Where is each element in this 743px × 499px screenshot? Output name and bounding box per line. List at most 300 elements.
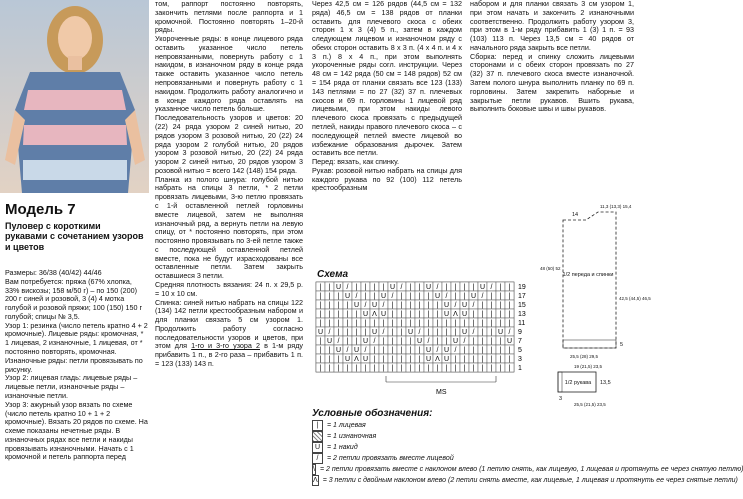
pattern-diagrams bbox=[538, 200, 651, 415]
chart-symbol: U bbox=[443, 356, 450, 363]
chart-symbol: U bbox=[452, 338, 459, 345]
chart-symbol: | bbox=[445, 284, 448, 291]
chart-symbol: U bbox=[317, 329, 324, 336]
chart-symbol: | bbox=[454, 284, 457, 291]
col4-p2: Сборка: перед и спинку сложить лицевыми сторонами и с обеих сторон провязать по 27 (32) 37 п. плечевого скоса вместе изнаночной. Затем полого шнура выполнить планку по 69 п. горловины. Затем закрепить наборные и закрытые петли рукавов. Вшить рукава, выполнить боковые швы и швы рукавов. bbox=[470, 51, 634, 114]
chart-row-number: 5 bbox=[518, 347, 522, 354]
chart-symbol: U bbox=[362, 311, 369, 318]
chart-symbol: | bbox=[346, 338, 349, 345]
col3-p2: Перед: вязать, как спинку. bbox=[312, 157, 399, 167]
legend-symbol: / bbox=[312, 453, 323, 464]
chart-symbol: | bbox=[418, 302, 421, 309]
chart-symbol: | bbox=[490, 356, 493, 363]
chart-symbol: | bbox=[499, 311, 502, 318]
chart-symbol: | bbox=[346, 320, 349, 327]
chart-symbol: | bbox=[463, 365, 466, 372]
chart-symbol: | bbox=[427, 302, 430, 309]
chart-symbol: U bbox=[362, 356, 369, 363]
chart-symbol: | bbox=[463, 293, 466, 300]
col4-p1: набором и для планки связать 3 см узором 1, при этом начать и закончить 2 изнаночными соответственно. Продолжить работу узором 3, при этом в 1-м ряду прибавить 1 (3) 1 п. = 93 (103) 113 п. Через 13,5 см = 40 рядов от начального ряда закрыть все петли. bbox=[470, 0, 634, 52]
chart-row-number: 9 bbox=[518, 329, 522, 336]
dim-135: 13,5 bbox=[600, 380, 611, 386]
chart-symbol: | bbox=[454, 293, 457, 300]
chart-symbol: U bbox=[416, 338, 423, 345]
chart-symbol: | bbox=[319, 311, 322, 318]
legend-text: = 1 изнаночная bbox=[327, 432, 377, 440]
chart-symbol: | bbox=[445, 329, 448, 336]
chart-symbol: | bbox=[481, 365, 484, 372]
chart-symbol: | bbox=[508, 302, 511, 309]
chart-row-number: 11 bbox=[518, 320, 526, 327]
model-photo-illustration bbox=[0, 0, 149, 193]
chart-symbol: | bbox=[400, 338, 403, 345]
chart-symbol: | bbox=[454, 356, 457, 363]
chart-symbol: Λ bbox=[435, 356, 440, 363]
chart-symbol: / bbox=[445, 293, 448, 300]
materials-text: Вам потребуется: пряжа (67% хлопка, 33% вискозы; 158 м/50 г) – по 150 (200) 200 г синей и розовой, 3 (4) 4 мотка голубой и розовой пряжи; 100 (150) 150 г голубой; спицы № 3,5. bbox=[5, 276, 143, 321]
dim-113: 11,3 (13,3) 15,4 bbox=[600, 204, 632, 209]
chart-symbol: | bbox=[355, 311, 358, 318]
chart-symbol: / bbox=[490, 284, 493, 291]
chart-symbol: | bbox=[454, 365, 457, 372]
chart-symbol: | bbox=[499, 320, 502, 327]
chart-symbol: | bbox=[418, 293, 421, 300]
chart-symbol: / bbox=[454, 347, 457, 354]
chart-symbol: | bbox=[328, 320, 331, 327]
chart-symbol: U bbox=[353, 302, 360, 309]
dim-48: 48 (50) 52 bbox=[540, 266, 561, 271]
chart-symbol: | bbox=[382, 347, 385, 354]
chart-row-numbers bbox=[518, 284, 526, 372]
chart-symbol: U bbox=[371, 329, 378, 336]
chart-symbol: | bbox=[481, 347, 484, 354]
chart-symbol: | bbox=[400, 311, 403, 318]
legend-text: = 1 лицевая bbox=[327, 421, 366, 429]
chart-symbol: | bbox=[409, 284, 412, 291]
chart-symbol: / bbox=[427, 338, 430, 345]
chart-symbol: | bbox=[427, 365, 430, 372]
chart-symbol: | bbox=[490, 320, 493, 327]
col3-p1: Через 42,5 см = 126 рядов (44,5 см = 132 ряда) 46,5 см = 138 рядов от планки оставить для плечевого скоса с обеих сторон 1 x 3 (4) 5 п., затем в каждом следующем лицевом и изнаночном ряду с обеих сторон оставить 8 x 3 п. (4 x 4 п. и 4 x 3 п.) 8 x 4 п., при этом выполнять укороченные ряды согл. инструкции. Через 48 см = 142 ряда (50 см = 148 рядов) 52 см = 154 ряда от планки связать все 123 (133) 143 петлями = по 27 (32) 37 п. плечевых скосов и 69 п. горловины 1 лицевой ряд лицевыми, при этом накиды левого плечевого скоса провязать с предыдущей петлей, накиды правого плечевого скоса – с последующей петлей вместе лицевой во избежание образования дырочек. Затем оставить все петли. bbox=[312, 0, 462, 158]
chart-symbol: | bbox=[328, 347, 331, 354]
chart-symbol: | bbox=[400, 347, 403, 354]
chart-symbol: | bbox=[472, 347, 475, 354]
chart-symbol: U bbox=[371, 302, 378, 309]
chart-symbol: | bbox=[382, 356, 385, 363]
chart-symbol: / bbox=[346, 284, 349, 291]
chart-symbol: / bbox=[400, 284, 403, 291]
chart-symbol: | bbox=[355, 365, 358, 372]
legend-item bbox=[312, 431, 634, 442]
dim-25b: 25,5 (21,5) 23,5 bbox=[574, 402, 606, 407]
column-2 bbox=[155, 0, 303, 369]
legend-symbol bbox=[312, 431, 323, 442]
chart-symbol: | bbox=[499, 284, 502, 291]
chart-symbol: U bbox=[425, 347, 432, 354]
chart-symbol: | bbox=[400, 365, 403, 372]
chart-symbol: | bbox=[382, 320, 385, 327]
chart-symbol: | bbox=[328, 356, 331, 363]
chart-symbol: | bbox=[481, 311, 484, 318]
col2-p6 bbox=[155, 299, 303, 369]
chart-symbol: U bbox=[380, 311, 387, 318]
legend-item bbox=[312, 464, 743, 475]
chart-symbol: | bbox=[427, 329, 430, 336]
chart-symbol: / bbox=[337, 338, 340, 345]
chart-symbol: | bbox=[364, 365, 367, 372]
col2-p2: Укороченные ряды: в конце лицевого ряда оставить указанное число петель непровязанными, повернуть работу с 1 накидом, в изнаночном ряду в конце ряда также оставить указанное число петель непровязанными и повернуть работу с 1 накидом. Продолжить работу аналогично и в конце каждого ряда оставлять на указанное число петель больше. bbox=[155, 34, 303, 114]
chart-symbol: | bbox=[373, 356, 376, 363]
chart-symbol: | bbox=[445, 320, 448, 327]
chart-symbol: | bbox=[409, 365, 412, 372]
chart-symbol: | bbox=[463, 356, 466, 363]
legend-title: Условные обозначения: bbox=[312, 408, 433, 419]
col2-p3: Последовательность узоров и цветов: 20 (22) 24 ряда узором 2 синей нитью, 20 рядов узором 3 розовой нитью, 20 (22) 24 ряда узором 2 голубой нитью, 20 рядов узором 3 розовой нитью, 20 (22) 24 ряда узором 2 синей нитью, 20 рядов узором 3 розовой нитью = всего 142 (148) 154 ряда. bbox=[155, 113, 303, 175]
col2-p1: том, раппорт постоянно повторять, закончить петлями после раппорта и 1 кромочной. Постоянно повторять 1–20-й ряды. bbox=[155, 0, 303, 35]
chart-symbol: | bbox=[337, 356, 340, 363]
col2-p6-c: – прибавить 1 п. = 123 (133) 143 п. bbox=[155, 350, 303, 369]
chart-symbol: | bbox=[319, 284, 322, 291]
chart-symbol: / bbox=[373, 338, 376, 345]
chart-symbol: | bbox=[463, 347, 466, 354]
chart-symbol: | bbox=[454, 320, 457, 327]
ms-label: MS bbox=[436, 389, 447, 396]
chart-symbol: U bbox=[326, 338, 333, 345]
legend-text: = 1 накид bbox=[327, 443, 358, 451]
chart-symbol: U bbox=[506, 338, 513, 345]
dim-14: 14 bbox=[572, 212, 579, 218]
chart-symbol: U bbox=[335, 347, 342, 354]
chart-symbol: | bbox=[337, 365, 340, 372]
chart-symbol: | bbox=[472, 311, 475, 318]
chart-symbol: | bbox=[319, 320, 322, 327]
chart-symbol: | bbox=[472, 320, 475, 327]
chart-symbol: / bbox=[463, 338, 466, 345]
chart-symbol: Λ bbox=[354, 356, 359, 363]
chart-symbol: | bbox=[355, 284, 358, 291]
chart-symbol: | bbox=[418, 356, 421, 363]
chart-symbol: | bbox=[319, 365, 322, 372]
chart-symbol: / bbox=[508, 329, 511, 336]
chart-symbol: Λ bbox=[372, 311, 377, 318]
front-band bbox=[563, 340, 616, 348]
chart-symbol: / bbox=[328, 329, 331, 336]
chart-symbol: | bbox=[490, 365, 493, 372]
sleeve-band bbox=[558, 372, 562, 392]
chart-symbol: U bbox=[443, 311, 450, 318]
legend-text: = 3 петли с двойным наклоном влево (2 петли снять вместе, как лицевые, 1 лицевая и протянуть ее через снятые петли) bbox=[322, 476, 738, 484]
chart-symbol: | bbox=[481, 320, 484, 327]
chart-symbol: | bbox=[337, 311, 340, 318]
chart-symbol: | bbox=[418, 365, 421, 372]
chart-symbol: | bbox=[382, 365, 385, 372]
chart-symbol: | bbox=[364, 320, 367, 327]
chart-row-number: 13 bbox=[518, 311, 526, 318]
chart-symbol: U bbox=[353, 347, 360, 354]
chart-symbol: / bbox=[391, 293, 394, 300]
col2-p5: Средняя плотность вязания: 24 п. x 29,5 р. = 10 x 10 см. bbox=[155, 280, 303, 298]
legend-symbol: Λ bbox=[313, 477, 318, 484]
sleeve-label: 1/2 рукава bbox=[564, 380, 592, 386]
col2-p6-b: в 1-м ряду прибавить 1 п., в 2-го раза bbox=[155, 341, 303, 360]
dim-5: 5 bbox=[620, 342, 624, 348]
chart-symbol: | bbox=[409, 311, 412, 318]
chart-symbol: | bbox=[508, 320, 511, 327]
chart-symbol: | bbox=[328, 311, 331, 318]
col3-p3: Рукав: розовой нитью набрать на спицы для каждого рукава по 92 (100) 112 петель крестообразным bbox=[312, 165, 462, 193]
column-3 bbox=[312, 0, 462, 193]
chart-symbol: | bbox=[319, 356, 322, 363]
chart-symbol: | bbox=[472, 365, 475, 372]
legend-symbol: | bbox=[312, 420, 323, 431]
chart-symbol: | bbox=[409, 302, 412, 309]
chart-symbol: | bbox=[346, 311, 349, 318]
chart-symbol: | bbox=[400, 356, 403, 363]
chart-symbol: | bbox=[328, 302, 331, 309]
left-column bbox=[5, 269, 148, 462]
chart-symbol: | bbox=[400, 293, 403, 300]
chart-symbol: | bbox=[463, 284, 466, 291]
chart-symbol: U bbox=[407, 329, 414, 336]
chart-symbol: | bbox=[427, 293, 430, 300]
chart-row-number: 3 bbox=[518, 356, 522, 363]
legend bbox=[312, 420, 743, 486]
chart-symbol: U bbox=[335, 284, 342, 291]
chart-symbol: U bbox=[461, 302, 468, 309]
chart-symbol: | bbox=[436, 320, 439, 327]
chart-symbol: U bbox=[497, 329, 504, 336]
chart-symbol: | bbox=[508, 347, 511, 354]
chart-symbol: / bbox=[454, 302, 457, 309]
legend-item bbox=[312, 442, 634, 453]
chart-symbol: | bbox=[508, 284, 511, 291]
chart-symbol: / bbox=[382, 302, 385, 309]
legend-symbol: U bbox=[312, 442, 323, 453]
chart-symbol: | bbox=[346, 365, 349, 372]
chart-symbol: | bbox=[436, 329, 439, 336]
chart-symbol: | bbox=[508, 311, 511, 318]
chart-symbol: U bbox=[425, 284, 432, 291]
chart-symbol: U bbox=[443, 302, 450, 309]
chart-symbol: | bbox=[391, 302, 394, 309]
chart-symbol: | bbox=[490, 347, 493, 354]
chart-symbol: | bbox=[391, 356, 394, 363]
chart-symbol: | bbox=[508, 365, 511, 372]
chart-symbol: | bbox=[418, 284, 421, 291]
chart-symbol: / bbox=[436, 347, 439, 354]
chart-symbol: | bbox=[499, 302, 502, 309]
chart-symbol: U bbox=[470, 293, 477, 300]
chart-symbol: | bbox=[472, 338, 475, 345]
chart-symbol: | bbox=[337, 302, 340, 309]
chart-symbol: | bbox=[337, 329, 340, 336]
legend-item bbox=[312, 453, 634, 464]
chart-symbol: | bbox=[391, 320, 394, 327]
legend-text: = 2 петли провязать вместе с наклоном влево (1 петлю снять, как лицевую, 1 лицевая и протянуть ее через снятую петлю) bbox=[319, 465, 743, 473]
chart-symbol: | bbox=[508, 356, 511, 363]
chart-symbol: | bbox=[499, 347, 502, 354]
chart-symbol: / bbox=[436, 284, 439, 291]
chart-symbol: U bbox=[479, 284, 486, 291]
chart-symbol: | bbox=[337, 293, 340, 300]
chart-symbol: | bbox=[373, 293, 376, 300]
chart-symbol: | bbox=[373, 284, 376, 291]
chart-symbol: / bbox=[472, 302, 475, 309]
legend-item bbox=[312, 475, 738, 486]
chart-symbol: | bbox=[481, 329, 484, 336]
chart-symbol: | bbox=[328, 365, 331, 372]
chart-symbol: | bbox=[391, 365, 394, 372]
chart-symbol: | bbox=[409, 356, 412, 363]
chart-row-number: 15 bbox=[518, 302, 526, 309]
chart-symbol: | bbox=[472, 356, 475, 363]
chart-symbol: | bbox=[499, 293, 502, 300]
chart-symbol: | bbox=[472, 284, 475, 291]
chart-symbol: | bbox=[427, 311, 430, 318]
chart-symbol: | bbox=[346, 302, 349, 309]
chart-symbol: | bbox=[319, 347, 322, 354]
front-label bbox=[563, 272, 614, 278]
dim-42: 42,5 (44,5) 46,5 bbox=[619, 296, 651, 301]
chart-symbol: | bbox=[499, 356, 502, 363]
chart-symbol: U bbox=[389, 284, 396, 291]
column-4 bbox=[470, 0, 634, 114]
chart-symbol: | bbox=[418, 347, 421, 354]
dim-19: 19 (21,5) 23,5 bbox=[574, 364, 603, 369]
chart-symbol: | bbox=[463, 320, 466, 327]
chart-symbol: | bbox=[436, 338, 439, 345]
chart-symbol: | bbox=[346, 329, 349, 336]
chart-symbol: | bbox=[436, 365, 439, 372]
chart-symbol: | bbox=[400, 329, 403, 336]
pattern3-text: Узор 3: ажурный узор вязать по схеме (число петель кратно 10 + 1 + 2 кромочные). Вязать 20 рядов по схеме. На схеме показаны нечетные ряды. В изнаночных рядах все петли и накиды провязывать изнаночными. Начать с 1 кромочной и петель раппорта перед bbox=[5, 399, 148, 462]
chart-symbol: | bbox=[418, 311, 421, 318]
chart-symbol: | bbox=[319, 293, 322, 300]
model-title: Модель 7 bbox=[5, 201, 76, 218]
col2-p4: Планка из полого шнура: голубой нитью набрать на спицы 3 петли, * 2 петли провязать лицевыми, 3-ю петлю провязать с 1-й оставленной петлей горловины вместе лицевой, затем не выполняя изнаночный ряд, а вернуть петли на левую спицу, от * постоянно повторять, при этом постоянно провязывать по 3-ей петле также с последующей оставленной петлей вместе, пока не будут израсходованы все оставленные петли. Затем закрыть оставшиеся 3 петли. bbox=[155, 174, 303, 281]
chart-symbol: / bbox=[481, 293, 484, 300]
chart-symbol: | bbox=[454, 329, 457, 336]
chart-symbol: | bbox=[436, 311, 439, 318]
chart-symbol: U bbox=[344, 293, 351, 300]
chart-symbol: / bbox=[382, 329, 385, 336]
chart-symbol: | bbox=[355, 338, 358, 345]
chart-symbol: | bbox=[490, 329, 493, 336]
chart-symbol: / bbox=[355, 293, 358, 300]
chart-symbol: | bbox=[373, 365, 376, 372]
chart-symbol: / bbox=[364, 347, 367, 354]
chart-symbol: | bbox=[364, 329, 367, 336]
chart-row-number: 17 bbox=[518, 293, 526, 300]
chart-symbol: / bbox=[346, 347, 349, 354]
chart-cells bbox=[316, 282, 514, 372]
chart-symbol: U bbox=[380, 293, 387, 300]
chart-symbol: | bbox=[436, 302, 439, 309]
chart-symbol: | bbox=[490, 293, 493, 300]
schema-title: Схема bbox=[317, 269, 349, 280]
chart-symbol: U bbox=[461, 329, 468, 336]
pattern1-text: Узор 1: резинка (число петель кратно 4 + 2 кромочные). Лицевые ряды: кромочная, * 1 лицевая, 2 изнаночные, 1 лицевая, от * постоянно повторять, кромочная. Изнаночные ряды: петли провязывать по рисунку. bbox=[5, 320, 148, 374]
chart-symbol: | bbox=[391, 338, 394, 345]
legend-symbol: \ bbox=[313, 466, 315, 473]
chart-symbol: | bbox=[427, 320, 430, 327]
chart-symbol: | bbox=[382, 338, 385, 345]
chart-symbol: U bbox=[443, 347, 450, 354]
sizes-text: Размеры: 36/38 (40/42) 44/46 bbox=[5, 268, 102, 277]
chart-symbol: | bbox=[337, 320, 340, 327]
chart-symbol: | bbox=[409, 338, 412, 345]
front-piece-outline bbox=[563, 212, 616, 348]
dim-25: 25,5 (28) 29,5 bbox=[570, 354, 599, 359]
model-subtitle: Пуловер с короткими рукавами с сочетанием узоров и цветов bbox=[5, 221, 144, 252]
chart-symbol: | bbox=[445, 338, 448, 345]
chart-symbol: / bbox=[364, 302, 367, 309]
chart-symbol: | bbox=[391, 329, 394, 336]
chart-symbol: | bbox=[445, 365, 448, 372]
dim-3: 3 bbox=[559, 396, 563, 402]
chart-symbol: | bbox=[391, 347, 394, 354]
chart-symbol: Λ bbox=[453, 311, 458, 318]
chart-symbol: U bbox=[434, 293, 441, 300]
chart-row-number: 7 bbox=[518, 338, 522, 345]
legend-text: = 2 петли провязать вместе лицевой bbox=[327, 454, 454, 462]
chart-symbol: | bbox=[328, 284, 331, 291]
chart-symbol: | bbox=[481, 338, 484, 345]
chart-row-number: 19 bbox=[518, 284, 526, 291]
chart-symbol: | bbox=[490, 302, 493, 309]
chart-symbol: / bbox=[472, 329, 475, 336]
chart-symbol: | bbox=[382, 284, 385, 291]
chart-symbol: | bbox=[481, 302, 484, 309]
col2-p6-u: 1-го и 3-го узора 2 bbox=[191, 341, 260, 351]
chart-symbol: | bbox=[391, 311, 394, 318]
chart-symbol: | bbox=[328, 293, 331, 300]
chart-symbol: | bbox=[319, 302, 322, 309]
chart-symbol: | bbox=[364, 293, 367, 300]
chart-symbol: | bbox=[400, 320, 403, 327]
chart-symbol: U bbox=[344, 356, 351, 363]
chart-symbol: / bbox=[418, 329, 421, 336]
chart-symbol: | bbox=[409, 293, 412, 300]
chart-symbol: | bbox=[355, 329, 358, 336]
chart-symbol: U bbox=[362, 338, 369, 345]
knitting-chart bbox=[316, 282, 536, 400]
chart-symbol: | bbox=[409, 347, 412, 354]
col2-p6-a: Спинка: синей нитью набрать на спицы 122 (134) 142 петли крестообразным набором и для планки связать 5 см узором 1. Продолжить работу согласно последовательности узоров и цветов, при этом для bbox=[155, 297, 303, 351]
chart-symbol: | bbox=[373, 347, 376, 354]
chart-symbol: | bbox=[490, 338, 493, 345]
legend-item bbox=[312, 420, 634, 431]
chart-symbol: | bbox=[409, 320, 412, 327]
chart-row-number: 1 bbox=[518, 365, 522, 372]
chart-symbol: | bbox=[364, 284, 367, 291]
front-label-text: 1/2 переда и спинки bbox=[562, 272, 614, 278]
chart-symbol: | bbox=[355, 320, 358, 327]
chart-symbol: U bbox=[461, 311, 468, 318]
chart-symbol: | bbox=[490, 311, 493, 318]
chart-symbol: | bbox=[508, 293, 511, 300]
chart-symbol: | bbox=[499, 365, 502, 372]
chart-symbol: | bbox=[481, 356, 484, 363]
chart-symbol: | bbox=[319, 338, 322, 345]
chart-symbol: | bbox=[418, 320, 421, 327]
chart-symbol: | bbox=[499, 338, 502, 345]
pattern2-text: Узор 2: лицевая гладь: лицевые ряды – лицевые петли, изнаночные ряды – изнаночные петли. bbox=[5, 373, 138, 400]
model-photo bbox=[0, 0, 149, 193]
chart-symbol: | bbox=[373, 320, 376, 327]
chart-symbol: | bbox=[400, 302, 403, 309]
chart-symbol: U bbox=[425, 356, 432, 363]
